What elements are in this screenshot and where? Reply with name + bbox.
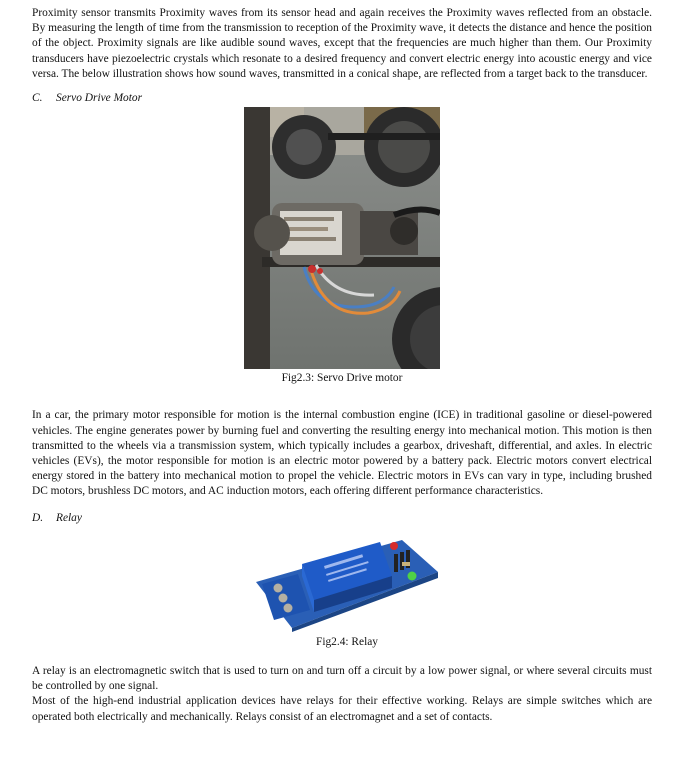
paragraph-relay-definition: A relay is an electromagnetic switch that is used to turn on and turn off a circuit by a low power signal, or where several circuits must be controlled by one signal. <box>32 665 652 693</box>
figure-relay <box>252 532 442 650</box>
section-title: Servo Drive Motor <box>56 92 143 105</box>
section-title: Relay <box>56 511 82 524</box>
servo-motor-photo <box>244 107 440 369</box>
section-heading-servo <box>32 91 652 106</box>
paragraph-proximity-sensor: Proximity sensor transmits Proximity waves from its sensor head and again receives the Proximity waves reflected from an obstacle. By measuring the length of time from the transmission to reception of the Proximity wave, it detects the distance and hence the position of the object. Proximity signals are like audible sound waves, except that the frequencies are much higher than them. Our Proximity transducers have piezoelectric crystals which resonate to a desired frequency and convert electric energy into acoustic energy and vice versa. The below illustration shows how sound waves, transmitted in a conical shape, are reflected from a target back to the transducer. <box>32 7 652 80</box>
figure-caption-servo: Fig2.3: Servo Drive motor <box>281 372 403 385</box>
figure-caption-relay: Fig2.4: Relay <box>315 635 378 648</box>
figure-servo-motor <box>244 107 440 386</box>
section-number: D. <box>32 511 44 524</box>
relay-module-photo <box>252 532 442 632</box>
document-page <box>32 6 652 725</box>
paragraph-motor: In a car, the primary motor responsible for motion is the internal combustion engine (ICE) in traditional gasoline or diesel-powered vehicles. The engine generates power by burning fuel and converting the resulting energy into mechanical motion. This motion is then transmitted to the wheels via a transmission system, which typically includes a gearbox, driveshaft, differential, and axles. In electric vehicles (EVs), the motor responsible for motion is an electric motor powered by a battery pack. Electric motors convert electrical energy stored in the battery into mechanical motion to propel the vehicle. Electric motors in EVs can vary in type, including brushed DC motors, brushless DC motors, and AC induction motors, each offering different performance characteristics. <box>32 409 652 498</box>
section-heading-relay <box>32 511 652 526</box>
section-number: C. <box>32 92 43 105</box>
paragraph-relay-applications: Most of the high-end industrial application devices have relays for their effective working. Relays are simple switches which are operated both electrically and mechanically. Relays consist of an electromagnet and a set of contacts. <box>32 695 652 723</box>
